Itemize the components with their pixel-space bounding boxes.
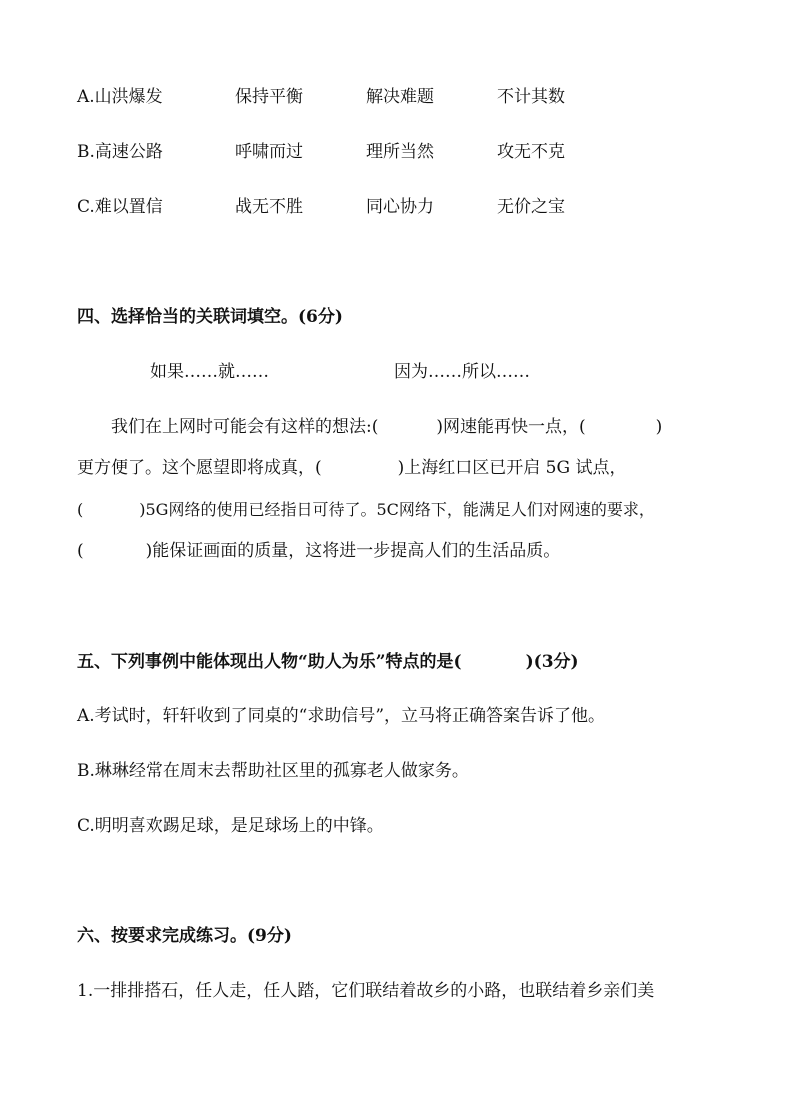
option-c-item-2: 战无不胜: [235, 197, 303, 217]
choice-option-b: B.琳琳经常在周末去帮助社区里的孤寡老人做家务。: [77, 761, 469, 781]
passage-line-4: [77, 540, 560, 562]
option-c-item-1: C.难以置信: [77, 197, 163, 217]
option-a-item-3: 解决难题: [366, 87, 434, 107]
option-a-item-4: 不计其数: [497, 87, 565, 107]
passage-text: )上海红口区已开启 5G 试点，: [397, 458, 627, 478]
choice-option-c: C.明明喜欢踢足球，是足球场上的中锋。: [77, 816, 384, 836]
option-c-item-3: 同心协力: [366, 197, 434, 217]
question-1-text: 1.一排排搭石，任人走，任人踏，它们联结着故乡的小路，也联结着乡亲们美: [77, 981, 655, 1001]
passage-line-2: [77, 457, 626, 479]
passage-text: ): [655, 417, 663, 437]
option-b-item-4: 攻无不克: [497, 142, 565, 162]
section-5-title: [77, 651, 579, 673]
passage-text: )网速能再快一点，(: [436, 417, 586, 437]
option-c-item-4: 无价之宝: [497, 197, 565, 217]
choice-option-a: A.考试时，轩轩收到了同桌的“求助信号”，立马将正确答案告诉了他。: [77, 706, 606, 726]
section-5-score: )(3分): [525, 652, 579, 672]
conjunction-option-1: 如果……就……: [150, 362, 269, 382]
passage-text: (: [77, 500, 84, 519]
section-5-title-text: 五、下列事例中能体现出人物“助人为乐”特点的是(: [77, 652, 462, 672]
passage-text: (: [77, 541, 84, 561]
section-4-title: 四、选择恰当的关联词填空。(6分): [77, 307, 343, 327]
passage-line-3: [77, 499, 655, 521]
passage-text: )能保证画面的质量，这将进一步提高人们的生活品质。: [145, 541, 561, 561]
option-b-item-1: B.高速公路: [77, 142, 163, 162]
option-b-item-2: 呼啸而过: [235, 142, 303, 162]
option-b-item-3: 理所当然: [366, 142, 434, 162]
passage-text: 更方便了。这个愿望即将成真，(: [77, 458, 322, 478]
passage-text: 我们在上网时可能会有这样的想法:(: [111, 417, 379, 437]
section-6-title: 六、按要求完成练习。(9分): [77, 926, 292, 946]
conjunction-option-2: 因为……所以……: [394, 362, 530, 382]
passage-line-1: [111, 416, 662, 438]
option-a-item-2: 保持平衡: [235, 87, 303, 107]
option-a-item-1: A.山洪爆发: [77, 87, 163, 107]
passage-text: )5G网络的使用已经指日可待了。5C网络下，能满足人们对网速的要求，: [139, 500, 655, 519]
